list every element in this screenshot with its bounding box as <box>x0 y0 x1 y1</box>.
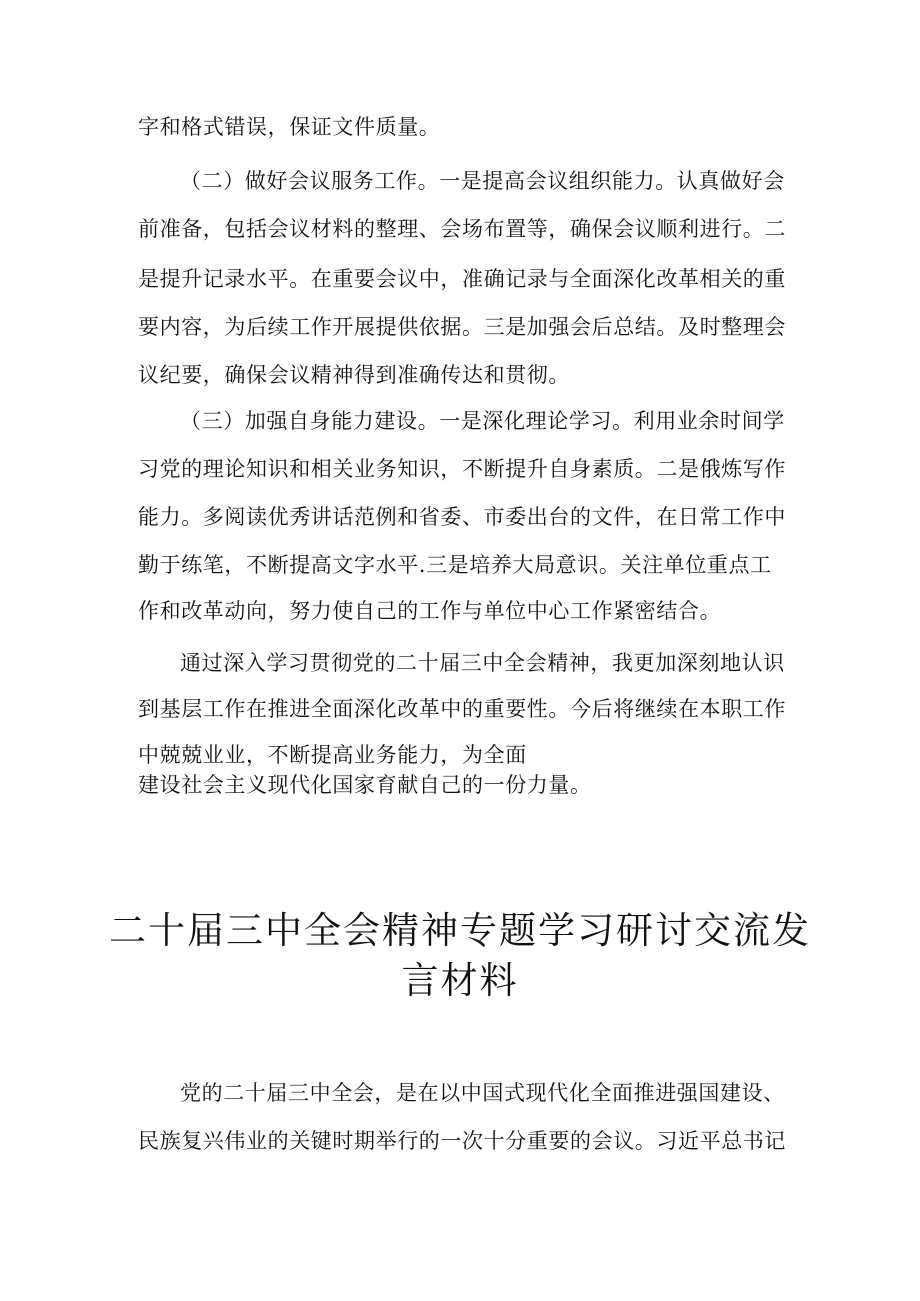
section-2-line-3: 是提升记录水平。在重要会议中，准确记录与全面深化改革相关的重 <box>138 267 786 291</box>
intro-line-1: 党的二十届三中全会，是在以中国式现代化全面推进强国建设、 <box>180 1081 785 1105</box>
section-3-line-3: 能力。多阅读优秀讲话范例和省委、市委出台的文件，在日常工作中 <box>138 505 786 529</box>
section-2-line-1: （二）做好会议服务工作。一是提高会议组织能力。认真做好会 <box>180 169 785 193</box>
intro-line-2: 民族复兴伟业的关键时期举行的一次十分重要的会议。习近平总书记 <box>138 1129 786 1153</box>
conclusion-line-1: 通过深入学习贯彻党的二十届三中全会精神，我更加深刻地认识 <box>180 651 785 675</box>
document-title-line-1: 二十届三中全会精神专题学习研讨交流发 <box>109 909 811 952</box>
continuation-line-1: 字和格式错误，保证文件质量。 <box>138 115 441 139</box>
section-2-line-4: 要内容，为后续工作开展提供依据。三是加强会后总结。及时整理会 <box>138 315 786 339</box>
conclusion-line-2: 到基层工作在推进全面深化改革中的重要性。今后将继续在本职工作 <box>138 697 786 721</box>
document-title-line-2: 言材料 <box>401 959 519 1002</box>
section-2-line-2: 前准备，包括会议材料的整理、会场布置等，确保会议顺利进行。二 <box>138 217 786 241</box>
section-3-line-4: 勤于练笔，不断提高文字水平.三是培养大局意识。关注单位重点工 <box>138 553 772 577</box>
section-3-line-5: 作和改革动向，努力使自己的工作与单位中心工作紧密结合。 <box>138 599 722 623</box>
section-2-line-5: 议纪要，确保会议精神得到准确传达和贯彻。 <box>138 363 570 387</box>
conclusion-line-3: 中兢兢业业，不断提高业务能力，为全面 <box>138 743 527 767</box>
conclusion-line-4: 建设社会主义现代化国家育献自己的一份力量。 <box>138 773 592 797</box>
section-3-line-1: （三）加强自身能力建设。一是深化理论学习。利用业余时间学 <box>180 409 785 433</box>
section-3-line-2: 习党的理论知识和相关业务知识，不断提升自身素质。二是俄炼写作 <box>138 457 786 481</box>
